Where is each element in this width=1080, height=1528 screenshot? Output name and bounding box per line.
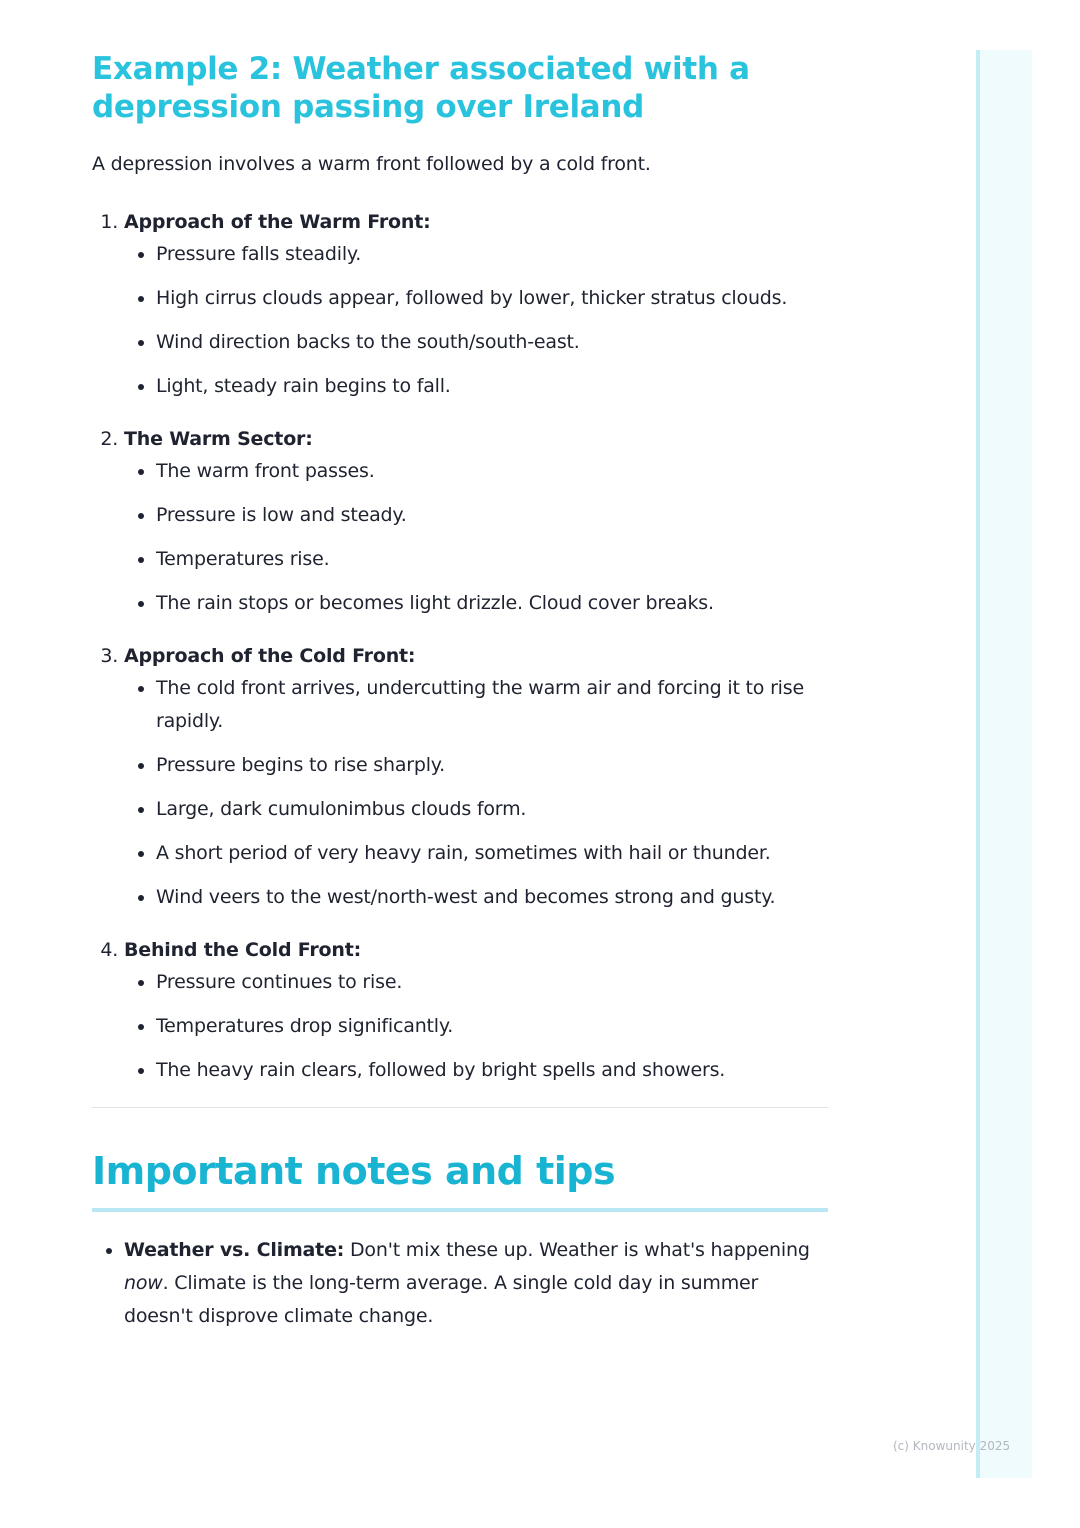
tip-label: Weather vs. Climate: [124,1239,345,1261]
list-item: • The warm front passes. [156,455,828,488]
tip-emphasis: now [124,1272,163,1294]
side-rail [976,50,1032,1478]
tips-list [92,1234,828,1333]
list-item: • The rain stops or becomes light drizzle. Cloud cover breaks. [156,587,828,620]
list-item: • The heavy rain clears, followed by bright spells and showers. [156,1054,828,1087]
notes-title: Important notes and tips [92,1148,828,1212]
list-item: • Large, dark cumulonimbus clouds form. [156,793,828,826]
copyright-footer: (c) Knowunity 2025 [893,1439,1011,1453]
example-intro: A depression involves a warm front followed by a cold front. [92,153,651,175]
step-title: Approach of the Warm Front: [124,211,431,233]
step-title: Approach of the Cold Front: [124,645,416,667]
list-item: • Light, steady rain begins to fall. [156,370,828,403]
list-item: • Wind veers to the west/north-west and becomes strong and gusty. [156,881,828,914]
tip-text: . Climate is the long-term average. A single cold day in summer doesn't disprove climate change. [124,1272,759,1327]
list-item: • Wind direction backs to the south/south-east. [156,326,828,359]
section-divider [92,1107,828,1108]
example-title: Example 2: Weather associated with a depression passing over Ireland [92,51,750,125]
step-item [124,423,828,620]
list-item: • A short period of very heavy rain, sometimes with hail or thunder. [156,837,828,870]
steps-list [92,206,828,1087]
tip-item [124,1234,828,1333]
step-item [124,640,828,914]
step-title: The Warm Sector: [124,428,313,450]
list-item: • Pressure is low and steady. [156,499,828,532]
step-points [124,672,828,914]
tip-text: Don't mix these up. Weather is what's happening [344,1239,810,1261]
list-item: • High cirrus clouds appear, followed by lower, thicker stratus clouds. [156,282,828,315]
step-item [124,206,828,403]
step-points [124,238,828,403]
step-item [124,934,828,1087]
step-points [124,966,828,1087]
step-title: Behind the Cold Front: [124,939,361,961]
list-item: • The cold front arrives, undercutting the warm air and forcing it to rise rapidly. [156,672,828,738]
list-item: • Temperatures rise. [156,543,828,576]
list-item: • Pressure falls steadily. [156,238,828,271]
page-content [92,50,828,1333]
list-item: • Temperatures drop significantly. [156,1010,828,1043]
step-points [124,455,828,620]
list-item: • Pressure begins to rise sharply. [156,749,828,782]
list-item: • Pressure continues to rise. [156,966,828,999]
